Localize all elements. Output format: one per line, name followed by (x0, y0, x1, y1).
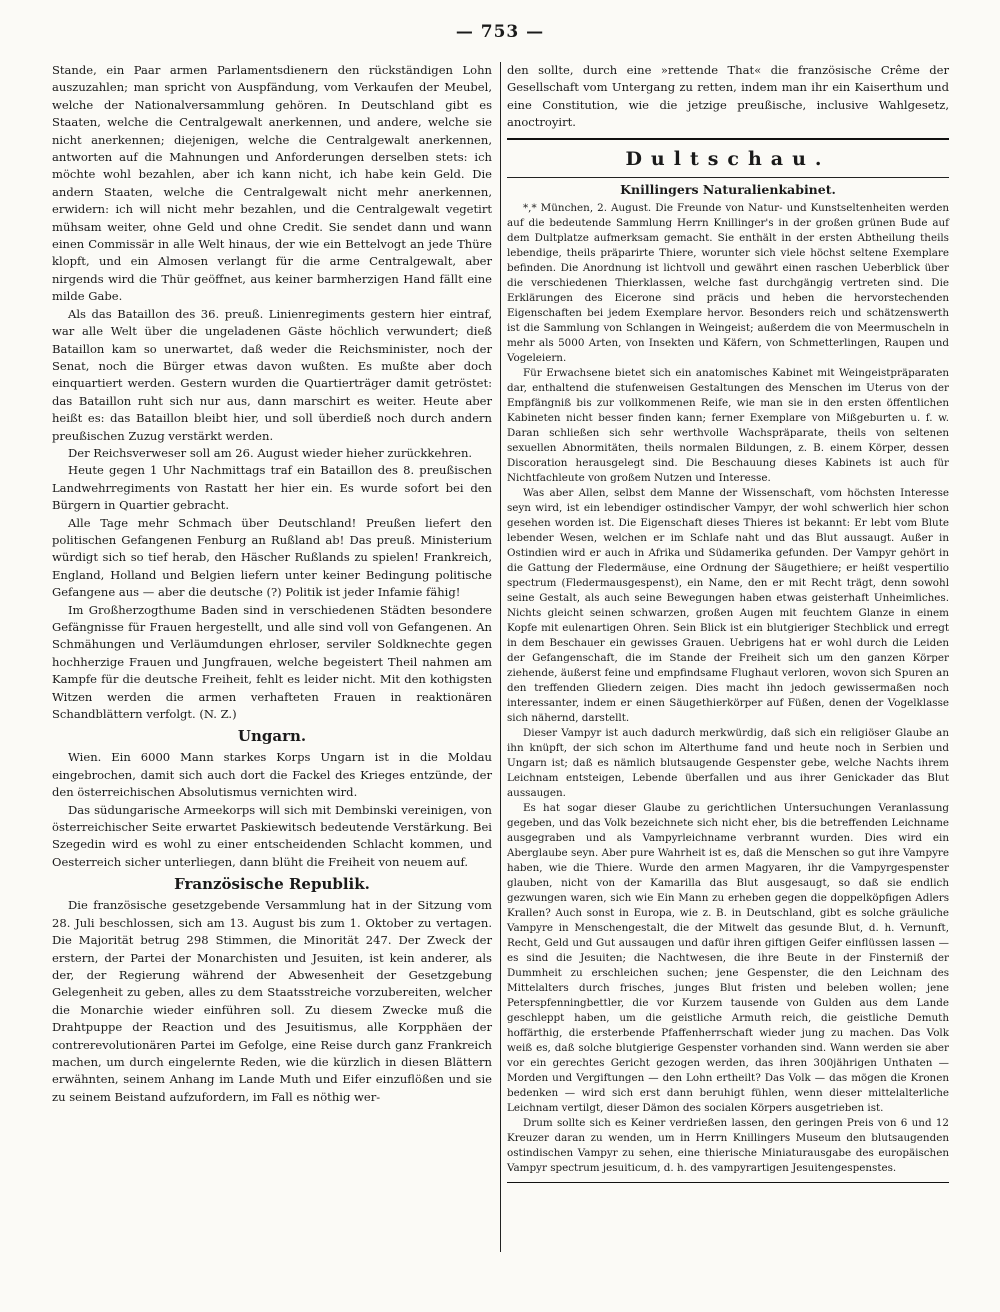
article-heading-knillinger: Knillingers Naturalienkabinet. (620, 181, 836, 197)
article-paragraph: Der Reichsverweser soll am 26. August wieder hieher zurückkehren. (68, 445, 473, 460)
right-column (507, 62, 949, 1183)
article-paragraph: Alle Tage mehr Schmach über Deutschland! Preußen liefert den politischen Gefangenen Fenburg an Rußland ab! Das preuß. Ministerium würdigt sich so tief herab, den Häscher Rußlands zu spielen! Frankreich, England, Holland und Belgien liefern unter keiner Bedingung politische Gefangene aus — aber die deutsche (?) Politik ist jeder Infamie fähig! (52, 515, 492, 600)
article-paragraph: Dieser Vampyr ist auch dadurch merkwürdig, daß sich ein religiöser Glaube an ihn knüpft, der sich schon im Alterthume fand und heute noch in Serbien und Ungarn ist; daß es nämlich blutsaugende Gespenster gebe, welche Nachts ihrem Leichnam entsteigen, Lebende überfallen und aus ihrer Genickader das Blut aussaugen. (507, 726, 949, 799)
article-paragraph: Für Erwachsene bietet sich ein anatomisches Kabinet mit Weingeistpräparaten dar, enthaltend die stufenweisen Gestaltungen des Menschen im Uterus von der Empfängniß bis zur vollkommenen Reife, wie man sie in den ersten öffentlichen Kabineten nicht besser finden kann; ferner Exemplare von Mißgeburten u. f. w. Daran schließen sich sehr werthvolle Wachspräparate, theils von seltenen sexuellen Abnormitäten, theils normalen Bildungen, z. B. einem Körper, dessen Discoration herausgelegt sind. Die Beschauung dieses Kabinets ist auch für Nichtfachleute von großem Nutzen und Interesse. (507, 366, 949, 484)
article-paragraph: *,* München, 2. August. Die Freunde von Natur- und Kunstseltenheiten werden auf die bedeutende Sammlung Herrn Knillinger's in der großen grünen Bude auf dem Dultplatze aufmerksam gemacht. Sie enthält in der ersten Abtheilung theils lebendige, theils präparirte Thiere, worunter sich viele höchst seltene Exemplare befinden. Die Anordnung ist lichtvoll und gewährt einen raschen Ueberblick über die verschiedenen Thierklassen, welche fast durchgängig vertreten sind. Die Erklärungen des Eicerone sind präcis und heben die hervorstechenden Eigenschaften bei jedem Exemplare hervor. Besonders reich und schätzenswerth ist die Sammlung von Schlangen in Weingeist; außerdem die von Meermuscheln in mehr als 5000 Arten, von Insekten und Käfern, von Schmetterlingen, Raupen und Vogeleiern. (507, 201, 949, 364)
end-rule (507, 1182, 949, 1183)
article-paragraph: Im Großherzogthume Baden sind in verschiedenen Städten besondere Gefängnisse für Frauen hergestellt, und alle sind voll von Gefangenen. An Schmähungen und Verläumdungen ehrloser, serviler Soldknechte gegen hochherzige Frauen und Jungfrauen, welche begeistert Theil nahmen am Kampfe für die deutsche Freiheit, fehlt es leider nicht. Mit den kothigsten Witzen werden die armen verhafteten Frauen in reaktionären Schandblättern verfolgt. (N. Z.) (52, 602, 492, 722)
section-heading-dultschau: Dultschau. (625, 147, 831, 170)
article-paragraph: Heute gegen 1 Uhr Nachmittags traf ein Bataillon des 8. preußischen Landwehrregiments von Rastatt her hier ein. Es wurde sofort bei den Bürgern in Quartier gebracht. (52, 463, 492, 513)
section-rule (507, 138, 949, 140)
article-paragraph: Als das Bataillon des 36. preuß. Linienregiments gestern hier eintraf, war alle Welt über die ungeladenen Gäste höchlich verwundert; dieß Bataillon kam so unerwartet, daß weder die Reichsminister, noch der Senat, noch die Bürger etwas davon wußten. Es mußte aber doch einquartiert werden. Gestern wurden die Quartierträger damit getröstet: das Bataillon ruht sich nur aus, dann marschirt es weiter. Heute aber heißt es: das Bataillon bleibt hier, und soll überdieß noch durch andern preußischen Zuzug verstärkt werden. (52, 306, 492, 443)
article-paragraph: den sollte, durch eine »rettende That« die französische Crême der Gesellschaft vom Untergang zu retten, indem man ihr ein Kaiserthum und eine Constitution, wie die jetzige preußische, inclusive Wahlgesetz, anoctroyirt. (507, 63, 949, 130)
section-heading-french-republic: Französische Republik. (174, 875, 370, 894)
section-rule (507, 177, 949, 178)
article-paragraph: Es hat sogar dieser Glaube zu gerichtlichen Untersuchungen Veranlassung gegeben, und das Volk bezeichnete sich nicht eher, bis die betreffenden Leichname ausgegraben und als Vampyrleichname verbrannt wurden. Dies wird ein Aberglaube seyn. Aber pure Wahrheit ist es, daß die Menschen so gut ihre Vampyre haben, wie die Thiere. Wurde den armen Magyaren, ihr die Vampyrgespenster glauben, nicht von der Kamarilla das Blut ausgesaugt, so daß sie endlich gezwungen waren, sich wie Ein Mann zu erheben gegen die doppelköpfigen Adlers Krallen? Auch sonst in Europa, wie z. B. in Deutschland, gibt es solche gräuliche Vampyre in Menschengestalt, die der Mitwelt das gesunde Blut, d. h. Vernunft, Recht, Geld und Gut aussaugen und dafür ihren giftigen Geifer einflüssen lassen — es sind die Jesuiten; die Nachtwesen, die ihre Beute in der Finsterniß der Dummheit zu erschleichen suchen; jene Gespenster, die den Leichnam des Mittelalters durch frisches, junges Blut fristen und beleben wollen; jene Peterspfenningbettler, die vor Kurzem tausende von Gulden aus dem Lande geschleppt haben, um die geistliche Armuth reich, die geistliche Demuth hoffärthig, die ersterbende Pfaffenherrschaft wieder jung zu machen. Das Volk weiß es, daß solche blutgierige Gespenster vorhanden sind. Wann werden sie aber vor ein gerechtes Gericht gezogen werden, das ihren 300jährigen Unthaten — Morden und Vergiftungen — den Lohn ertheilt? Das Volk — das mögen die Kronen bedenken — wird sich erst dann beruhigt fühlen, wenn dieser mittelalterliche Leichnam vertilgt, dieser Dämon des socialen Körpers ausgetrieben ist. (507, 801, 949, 1114)
article-paragraph: Stande, ein Paar armen Parlamentsdienern den rückständigen Lohn auszuzahlen; man spricht von Auspfändung, vom Verkaufen der Meubel, welche der Nationalversammlung gehören. In Deutschland gibt es Staaten, welche die Centralgewalt anerkennen, und andere, welche sie nicht anerkennen; diejenigen, welche die Centralgewalt anerkennen, antworten auf die Mahnungen und Anforderungen derselben stets: ich möchte wohl bezahlen, aber ich kann nicht, ich habe kein Geld. Die andern Staaten, welche die Centralgewalt nicht mehr anerkennen, erwidern: ich will nicht mehr bezahlen, und die Centralgewalt vegetirt mühsam weiter, ohne Geld und ohne Credit. Sie sendet dann und wann einen Commissär in alle Welt hinaus, der wie ein Bettelvogt an jede Thüre klopft, und ein Almosen verlangt für die arme Centralgewalt, aber nirgends wird die Thür geöffnet, aus keiner barmherzigen Hand fällt eine milde Gabe. (52, 63, 492, 304)
section-heading-ungarn: Ungarn. (237, 727, 307, 746)
column-divider (500, 62, 501, 1252)
article-paragraph: Wien. Ein 6000 Mann starkes Korps Ungarn ist in die Moldau eingebrochen, damit sich auch dort die Fackel des Krieges entzünde, der den österreichischen Absolutismus vernichten wird. (52, 750, 492, 800)
article-paragraph: Drum sollte sich es Keiner verdrießen lassen, den geringen Preis von 6 und 12 Kreuzer daran zu wenden, um in Herrn Knillingers Museum den blutsaugenden ostindischen Vampyr zu sehen, eine thierische Miniaturausgabe des europäischen Vampyr spectrum jesuiticum, d. h. des vampyrartigen Jesuitengespenstes. (507, 1116, 949, 1174)
article-paragraph: Das südungarische Armeekorps will sich mit Dembinski vereinigen, von österreichischer Seite erwartet Paskiewitsch bedeutende Verstärkung. Bei Szegedin wird es wohl zu einer entscheidenden Schlacht kommen, und Oesterreich sicher unterliegen, dann blüht die Freiheit von neuem auf. (52, 802, 492, 869)
page-number: — 753 — (455, 22, 545, 42)
left-column (52, 62, 492, 1106)
article-paragraph: Was aber Allen, selbst dem Manne der Wissenschaft, vom höchsten Interesse seyn wird, ist ein lebendiger ostindischer Vampyr, der wohl schwerlich hier schon gesehen worden ist. Die Eigenschaft dieses Thieres ist bekannt: Er lebt vom Blute lebender Wesen, welchen er im Schlafe naht und das Blut aussaugt. Außer in Ostindien wird er auch in Afrika und Südamerika gefunden. Der Vampyr gehört in die Gattung der Fledermäuse, eine Ordnung der Säugethiere; er heißt vespertilio spectrum (Fledermausgespenst), ein Name, den er mit Recht trägt, denn sowohl seine Gestalt, als auch seine Bewegungen haben etwas geisterhaft Unheimliches. Nichts gleicht seinen schwarzen, großen Augen mit feuchtem Glanze in einem Kopfe mit eulenartigen Ohren. Sein Blick ist ein blutgieriger Stechblick und erregt in dem Beschauer ein gewisses Grauen. Uebrigens hat er wohl durch die Leiden der Gefangenschaft, die im Stande der Freiheit sich um den ganzen Körper ziehende, äußerst feine und empfindsame Flughaut verloren, wovon sich Spuren an den treffenden Gliedern zeigen. Dies macht ihn jedoch gewissermaßen noch interessanter, indem er einen Säugethierkörper auf Füßen, denen der Vogelklasse sich nähernd, darstellt. (507, 486, 949, 724)
article-paragraph: Die französische gesetzgebende Versammlung hat in der Sitzung vom 28. Juli beschlossen, sich am 13. August bis zum 1. Oktober zu vertagen. Die Majorität betrug 298 Stimmen, die Minorität 247. Der Zweck der erstern, der Partei der Monarchisten und Jesuiten, ist kein anderer, als der, der Regierung während der Abwesenheit der Gesetzgebung Gelegenheit zu geben, alles zu dem Staatsstreiche vorzubereiten, welcher die Monarchie wieder einführen soll. Zu diesem Zwecke muß die Drahtpuppe der Reaction und des Jesuitismus, alle Korpphäen der contrerevolutionären Partei im Gefolge, eine Reise durch ganz Frankreich machen, um durch eingelernte Reden, wie die kürzlich in diesen Blättern erwähnten, seinem Anhang im Lande Muth und Eifer einzuflößen und sie zu seinem Beistand aufzufordern, im Fall es nöthig wer- (52, 898, 492, 1104)
